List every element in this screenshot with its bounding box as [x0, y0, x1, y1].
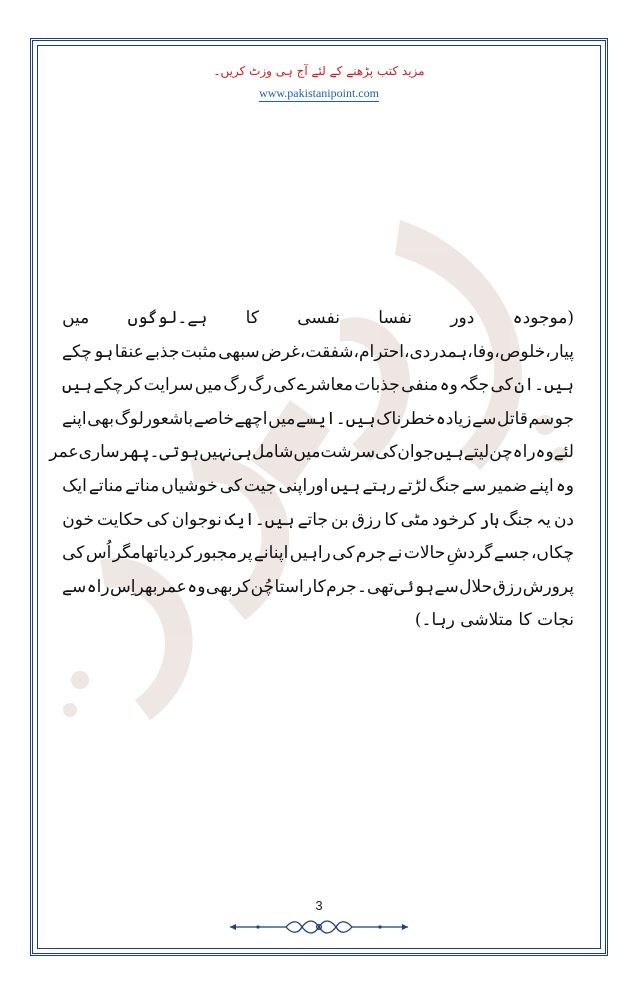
word: قاتل	[496, 408, 528, 429]
word: خطرناک	[376, 408, 436, 429]
word: راہیں	[289, 543, 331, 564]
word: وہ	[187, 576, 206, 597]
word: خاصے	[193, 408, 234, 429]
word: ساری	[78, 442, 120, 463]
page-number: 3	[315, 898, 323, 913]
word: وہ	[535, 442, 554, 463]
word: میں	[268, 408, 296, 429]
word: میں	[194, 375, 222, 396]
word: عمر	[49, 442, 79, 463]
word: باشعورلوگ	[114, 408, 194, 429]
word: کردیاتھامگر	[112, 543, 194, 564]
text-line-8	[62, 537, 574, 571]
word: ہے۔لوگوں	[127, 308, 208, 328]
word: عمربھراِس	[110, 576, 187, 597]
word: ان	[397, 442, 415, 463]
word: کر	[124, 375, 143, 396]
text-line-5	[49, 436, 574, 470]
word: رگ	[223, 375, 247, 396]
word: سرشت	[320, 442, 376, 463]
word: رہتے	[362, 475, 396, 496]
word: ہی	[232, 442, 252, 463]
word: ہوئی	[394, 576, 435, 597]
word: لئے	[553, 442, 574, 463]
word: ہیں	[433, 442, 464, 463]
word: مٹی	[400, 509, 430, 530]
word: جذبے	[145, 341, 180, 362]
footer-ornament-icon	[228, 917, 410, 937]
word: دن	[553, 509, 574, 530]
word: مناتے	[88, 475, 124, 496]
word: لیتے	[463, 442, 490, 463]
text-line-4	[62, 403, 574, 437]
text-line-1	[62, 302, 574, 336]
word: ہوتی۔پھر	[119, 442, 200, 463]
word: کی	[273, 375, 296, 396]
word: اچھے	[234, 408, 268, 429]
word: رزق	[492, 576, 523, 597]
word: کا	[384, 509, 398, 530]
word: راستا	[274, 576, 312, 597]
word: جنگ	[429, 475, 460, 496]
word: معاشرے	[296, 375, 353, 396]
word: پر	[238, 543, 253, 564]
word: میں	[293, 442, 321, 463]
word: جرم	[355, 543, 387, 564]
word: جنگ	[502, 509, 534, 530]
word: چکے	[62, 341, 92, 362]
word: شامل	[251, 442, 294, 463]
word: خون	[62, 509, 94, 530]
text-line-3	[62, 369, 574, 403]
word: ضمیر	[488, 475, 528, 496]
word: سے	[434, 576, 459, 597]
word: ہیں۔ایک	[224, 509, 295, 530]
word: ہیں	[330, 475, 361, 496]
text-line-2	[62, 336, 574, 370]
word: چکاں،	[530, 543, 574, 564]
word: کی	[375, 442, 398, 463]
word: حلال	[459, 576, 493, 597]
word: اپنانے	[253, 543, 289, 564]
text-line-7	[62, 504, 574, 538]
word: بن	[331, 509, 349, 530]
word: کی	[490, 375, 513, 396]
word: اپنے	[529, 475, 554, 496]
word: جگہ	[459, 375, 490, 396]
word: نفسی	[297, 308, 340, 328]
word: اپنے	[62, 408, 87, 429]
word: جسے	[493, 543, 530, 564]
word: جذبات	[354, 375, 400, 396]
word: راہ	[86, 576, 110, 597]
word: سرایت	[143, 375, 194, 396]
word: کا	[312, 576, 326, 597]
word: کی	[146, 509, 169, 530]
header-site-link[interactable]	[0, 86, 638, 101]
header-promo-note: مزید کتب پڑھنے کے لئے آج ہی وزٹ کریں۔	[213, 64, 425, 78]
word: (موجودہ	[512, 308, 574, 328]
word: خوشیاں	[161, 475, 218, 496]
word: چکے	[93, 375, 124, 396]
word: منفی	[401, 375, 439, 396]
word: چن	[489, 442, 513, 463]
word: وہ	[555, 475, 574, 496]
word: گردشِ	[446, 543, 493, 564]
word: وہ	[439, 375, 458, 396]
word: پیار،خلوص،وفا،ہمدردی،احترام،شفقت،غرض	[261, 341, 574, 362]
text-line-6	[62, 470, 574, 504]
word: سم	[528, 408, 555, 429]
word: سے	[462, 475, 487, 496]
word: جرم	[326, 576, 357, 597]
word: رگ	[248, 375, 272, 396]
word: سے	[62, 576, 87, 597]
word: نفسا	[378, 308, 412, 328]
word: بھی	[87, 408, 114, 429]
word: لڑتے	[397, 475, 428, 496]
word: ہیں	[62, 375, 92, 396]
word: اوراپنی	[278, 475, 329, 496]
word: ایک	[62, 475, 87, 496]
word: جاتے	[297, 509, 328, 530]
word: تھی۔	[357, 576, 394, 597]
word: رزق	[351, 509, 382, 530]
word: جیت	[244, 475, 277, 496]
word: نوجوان	[171, 509, 222, 530]
word: حالات	[403, 543, 446, 564]
word: کی	[62, 543, 85, 564]
word: مناتے	[125, 475, 160, 496]
word: کی	[332, 543, 355, 564]
word: سے	[472, 408, 497, 429]
word: عنقا	[114, 341, 144, 362]
word: حکایت	[97, 509, 144, 530]
word: ہیں۔ان	[514, 375, 574, 396]
word: پرورش	[522, 576, 574, 597]
word: سبھی	[218, 341, 260, 362]
word: نہیں	[199, 442, 233, 463]
body-paragraph	[49, 302, 574, 638]
word: ہیں۔ایسے	[295, 408, 376, 429]
word: یہ	[536, 509, 551, 530]
site-link-text[interactable]: www.pakistanipoint.com	[259, 86, 379, 100]
word: کربھی	[205, 576, 251, 597]
word: کا	[245, 308, 259, 328]
word: ہو	[93, 341, 114, 362]
word: مثبت	[180, 341, 217, 362]
word: جو	[554, 408, 574, 429]
word: مجبور	[194, 543, 237, 564]
text-line-9	[62, 571, 574, 605]
word: چُن	[250, 576, 275, 597]
word: زیادہ	[435, 408, 472, 429]
word: میں	[62, 308, 90, 328]
word: دور	[450, 308, 475, 328]
word: جو	[414, 442, 434, 463]
word: راہ	[512, 442, 536, 463]
word: اُس	[85, 543, 112, 564]
text-line-10: نجات کا متلاشی رہا۔)	[414, 610, 574, 631]
word: کرخود	[432, 509, 477, 530]
word: کی	[219, 475, 242, 496]
word: ہار	[479, 509, 500, 530]
word: نے	[387, 543, 403, 564]
